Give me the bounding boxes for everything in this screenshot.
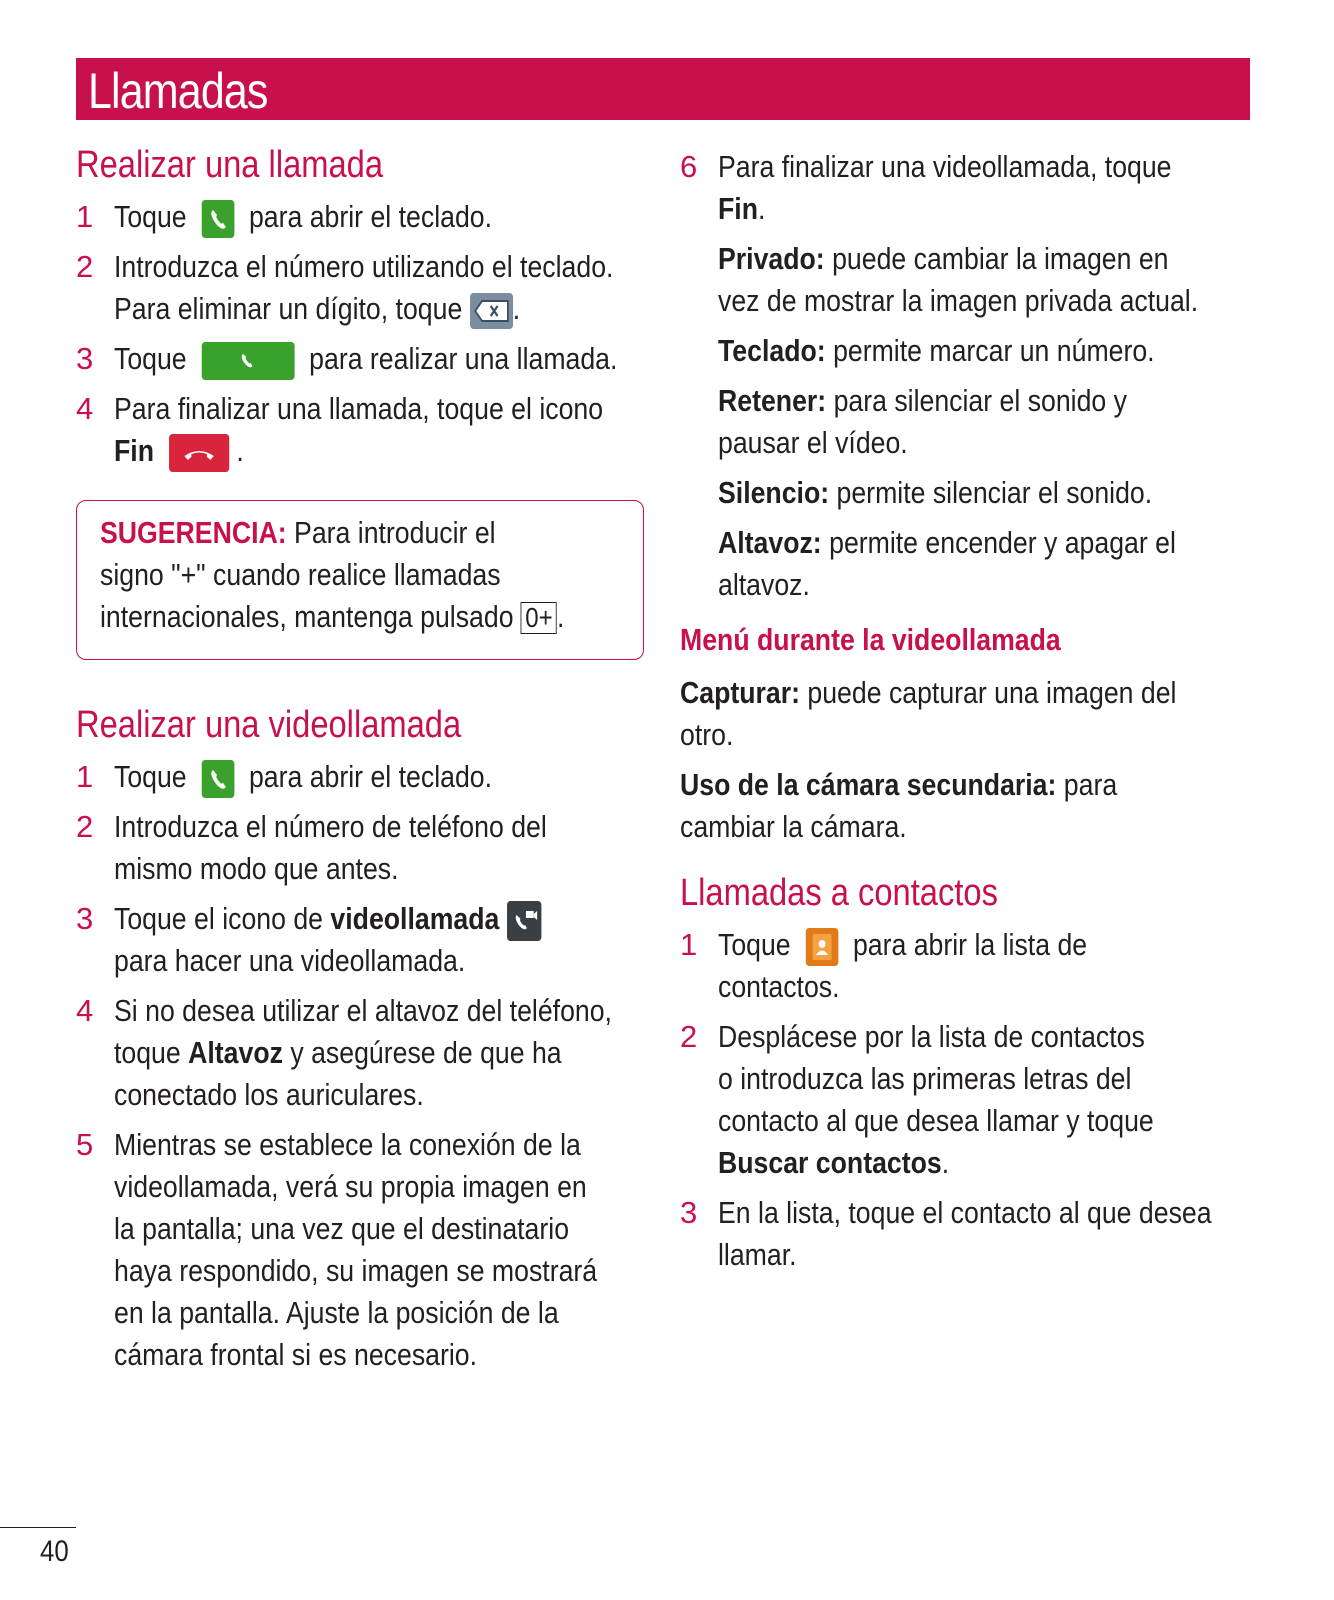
page-number: 40: [40, 1535, 69, 1568]
step-text: Para eliminar un dígito, toque .: [114, 288, 586, 330]
tip-text: signo "+" cuando realice llamadas: [100, 557, 501, 592]
step-number: 1: [76, 199, 94, 234]
phone-icon: [201, 760, 234, 798]
option-uso-camara: Uso de la cámara secundaria: para: [680, 767, 1118, 802]
option-capturar: Capturar: puede capturar una imagen del: [680, 675, 1177, 710]
step-number: 3: [680, 1195, 698, 1230]
step-text: o introduzca las primeras letras del: [718, 1061, 1132, 1096]
option-teclado: Teclado: permite marcar un número.: [718, 333, 1155, 368]
delete-icon: [470, 293, 513, 329]
option-altavoz-cont: altavoz.: [718, 567, 810, 602]
option-retener: Retener: para silenciar el sonido y: [718, 383, 1127, 418]
step-text: Toque para abrir el teclado.: [114, 756, 554, 798]
step-number: 2: [76, 249, 94, 284]
step-text: Fin .: [114, 430, 265, 472]
step-number: 4: [76, 391, 94, 426]
step-text: Toque para abrir el teclado.: [114, 196, 554, 238]
step-text: Buscar contactos.: [718, 1145, 950, 1180]
step-text: haya respondido, su imagen se mostrará: [114, 1253, 598, 1288]
section-heading-contacts: Llamadas a contactos: [680, 872, 998, 914]
tip-label: SUGERENCIA:: [100, 515, 287, 550]
step-text: conectado los auriculares.: [114, 1077, 424, 1112]
contacts-icon: [805, 928, 838, 966]
step-number: 3: [76, 341, 94, 376]
step-text: Toque el icono de videollamada: [114, 898, 611, 941]
page-header: [76, 58, 1250, 120]
call-button-icon: [201, 342, 294, 380]
step-text: En la lista, toque el contacto al que desea: [718, 1195, 1212, 1230]
video-call-icon: [507, 901, 541, 941]
step-text: Desplácese por la lista de contactos: [718, 1019, 1145, 1054]
step-text: videollamada, verá su propia imagen en: [114, 1169, 587, 1204]
step-text: Toque para realizar una llamada.: [114, 338, 699, 380]
subheading-menu: Menú durante la videollamada: [680, 622, 1061, 657]
step-text: Para finalizar una videollamada, toque: [718, 149, 1172, 184]
step-text: Fin.: [718, 191, 766, 226]
step-text: Para finalizar una llamada, toque el icono: [114, 391, 604, 426]
step-text: llamar.: [718, 1237, 797, 1272]
step-text: para hacer una videollamada.: [114, 943, 466, 978]
option-privado-cont: vez de mostrar la imagen privada actual.: [718, 283, 1199, 318]
step-number: 1: [76, 759, 94, 794]
option-uso-camara-cont: cambiar la cámara.: [680, 809, 907, 844]
step-number: 3: [76, 901, 94, 936]
step-text: la pantalla; una vez que el destinatario: [114, 1211, 570, 1246]
option-altavoz: Altavoz: permite encender y apagar el: [718, 525, 1176, 560]
footer-rule: [0, 1527, 76, 1528]
step-text: toque Altavoz y asegúrese de que ha: [114, 1035, 562, 1070]
step-text: cámara frontal si es necesario.: [114, 1337, 478, 1372]
step-number: 5: [76, 1127, 94, 1162]
step-text: Introduzca el número de teléfono del: [114, 809, 547, 844]
option-privado: Privado: puede cambiar la imagen en: [718, 241, 1169, 276]
end-call-icon: [169, 434, 229, 472]
step-text: contactos.: [718, 969, 840, 1004]
step-number: 1: [680, 927, 698, 962]
step-text: mismo modo que antes.: [114, 851, 399, 886]
step-text: Si no desea utilizar el altavoz del teléfono,: [114, 993, 612, 1028]
option-capturar-cont: otro.: [680, 717, 734, 752]
phone-icon: [201, 200, 234, 238]
option-silencio: Silencio: permite silenciar el sonido.: [718, 475, 1153, 510]
section-heading-videocall: Realizar una videollamada: [76, 704, 462, 746]
option-retener-cont: pausar el vídeo.: [718, 425, 908, 460]
step-text: Introduzca el número utilizando el teclado.: [114, 249, 614, 284]
section-heading-call: Realizar una llamada: [76, 144, 384, 186]
tip-text: SUGERENCIA: Para introducir el: [100, 515, 496, 550]
tip-text: internacionales, mantenga pulsado 0+ .: [100, 599, 565, 634]
page-title: Llamadas: [88, 63, 268, 119]
step-text: Mientras se establece la conexión de la: [114, 1127, 581, 1162]
step-number: 2: [76, 809, 94, 844]
zero-plus-key: 0+: [521, 602, 557, 634]
step-text: Toque para abrir la lista de: [718, 924, 1147, 966]
step-number: 2: [680, 1019, 698, 1054]
step-number: 6: [680, 149, 698, 184]
step-text: en la pantalla. Ajuste la posición de la: [114, 1295, 559, 1330]
step-number: 4: [76, 993, 94, 1028]
step-text: contacto al que desea llamar y toque: [718, 1103, 1154, 1138]
